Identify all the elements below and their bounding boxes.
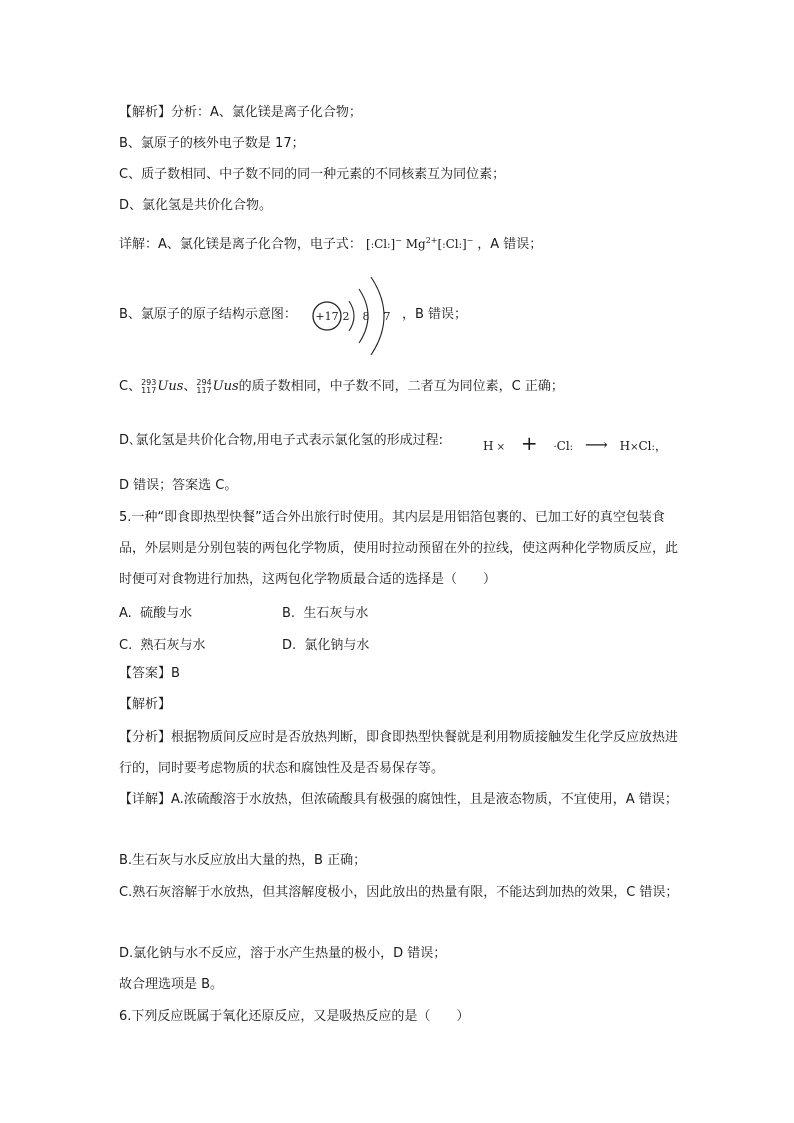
detail-d-prefix: D､氯化氢是共价化合物,用电子式表示氯化氢的形成过程: <box>119 433 444 448</box>
electron-dots-icon: : <box>442 240 446 251</box>
plus-sign: + <box>520 431 538 455</box>
h-symbol: H <box>483 439 494 453</box>
answer-line: 【答案】B <box>119 666 180 681</box>
detail-a-suffix: ，A 错误； <box>477 237 543 252</box>
question-5-detail-c: C.熟石灰溶解于水放热，但其溶解度极小，因此放出的热量有限，不能达到加热的效果，C 错误； <box>119 885 679 900</box>
mg-symbol: Mg <box>405 237 426 251</box>
question-5-detail-b: B.生石灰与水反应放出大量的热，B 正确； <box>119 853 367 868</box>
charge-minus: − <box>395 236 402 245</box>
detail-d-suffix: ， <box>654 439 667 453</box>
cl-symbol: Cl <box>374 237 388 251</box>
detail-c-prefix: C、 <box>119 379 142 394</box>
detail-c-line <box>119 378 564 396</box>
mass-number: 293 <box>141 377 157 387</box>
shell-electrons-3: 7 <box>383 310 391 323</box>
arrow-icon: ⟶ <box>584 435 608 454</box>
detail-a-line <box>119 232 542 255</box>
question-5-detail-a: 【详解】A.浓硫酸溶于水放热，但浓硫酸具有极强的腐蚀性，且是液态物质，不宜使用，A 错误； <box>119 792 678 807</box>
shell-electrons-1: 2 <box>342 310 350 323</box>
shell-arc-1 <box>349 301 354 331</box>
explain-heading: 【解析】 <box>119 697 172 712</box>
electron-dots-icon: : <box>458 240 462 251</box>
option-label: B. <box>282 606 296 621</box>
detail-a-prefix: 详解：A、氯化镁是离子化合物，电子式： <box>119 237 362 252</box>
chlorine-atom-diagram <box>311 271 401 365</box>
option-text: 氯化钠与水 <box>304 638 370 653</box>
electron-dots-icon: : <box>651 442 655 453</box>
shell-electrons-2: 8 <box>362 310 370 323</box>
cl-symbol: Cl <box>638 439 652 453</box>
option-text: 生石灰与水 <box>303 606 369 621</box>
option-text: 熟石灰与水 <box>140 638 206 653</box>
detail-c-suffix: 的质子数相同，中子数不同，二者互为同位素，C 正确； <box>238 379 564 394</box>
separator: 、 <box>183 379 197 394</box>
mass-number: 294 <box>196 377 212 387</box>
option-label: D. <box>282 638 297 653</box>
question-5-detail-d: D.氯化钠与水不反应，溶于水产生热量的极小，D 错误； <box>119 946 447 961</box>
option-text: 硫酸与水 <box>140 606 193 621</box>
question-5-analysis: 【分析】根据物质间反应时是否放热判断，即食即热型快餐就是利用物质接触发生化学反应放热进行的，同时要考虑物质的状态和腐蚀性及是否易保存等。 <box>119 730 679 776</box>
detail-b-prefix: B、氯原子的原子结构示意图： <box>119 307 297 322</box>
h-symbol: H <box>619 439 631 453</box>
nucleus-charge: +17 <box>315 310 339 323</box>
bracket-close: ] <box>390 237 396 251</box>
shell-arc-3 <box>371 277 384 355</box>
detail-b-suffix: ，B 错误； <box>402 307 468 322</box>
question-5-stem: 5.一种“即食即热型快餐”适合外出旅行时使用。其内层是用铝箔包裹的、已加工好的真空包装食品，外层则是分别包装的两包化学物质，使用时拉动预留在外的拉线，使这两种化学物质反应，此时便可对食物进行加热，这两包化学物质最合适的选择是（ ） <box>119 510 679 587</box>
electron-dots-icon: · <box>553 442 557 453</box>
atomic-number: 117 <box>196 385 212 395</box>
analysis-c: C、质子数相同、中子数不同的同一种元素的不同核素互为同位素； <box>119 167 506 182</box>
isotope-nuclide-1 <box>141 379 156 395</box>
electron-dots-icon: : <box>370 240 375 251</box>
cl-symbol: Cl <box>445 237 459 251</box>
bracket-open: [ <box>437 237 443 251</box>
element-symbol: Uus <box>212 379 239 394</box>
option-a <box>119 602 192 621</box>
option-b <box>282 602 368 621</box>
option-c <box>119 634 206 653</box>
analysis-heading: 【解析】分析：A、氯化镁是离子化合物； <box>119 105 362 120</box>
analysis-d: D、氯化氢是共价化合物。 <box>119 198 273 213</box>
bracket-open: [ <box>366 237 371 251</box>
option-d <box>282 634 369 653</box>
question-5-conclusion: 故合理选项是 B。 <box>119 977 224 992</box>
option-label: C. <box>119 638 133 653</box>
detail-d-end: D 错误；答案选 C。 <box>119 478 238 493</box>
bracket-close: ] <box>461 237 467 251</box>
electron-dot-icon: × <box>493 442 506 453</box>
mg-charge: 2+ <box>425 236 438 245</box>
electron-dots-icon: : <box>387 240 391 251</box>
hcl-formation-formula <box>483 431 667 457</box>
atomic-number: 117 <box>141 385 157 395</box>
analysis-b: B、氯原子的核外电子数是 17； <box>119 136 305 151</box>
electron-dot-icon: × <box>630 442 639 453</box>
element-symbol: Uus <box>157 379 184 394</box>
question-6-stem: 6.下列反应既属于氧化还原反应，又是吸热反应的是（ ） <box>119 1009 470 1024</box>
isotope-nuclide-2 <box>196 379 211 395</box>
option-label: A. <box>119 606 132 621</box>
electron-dots-icon: : <box>569 442 574 453</box>
charge-minus: − <box>466 236 474 245</box>
cl-symbol: Cl <box>556 439 570 453</box>
mgcl2-electron-formula <box>366 237 477 251</box>
